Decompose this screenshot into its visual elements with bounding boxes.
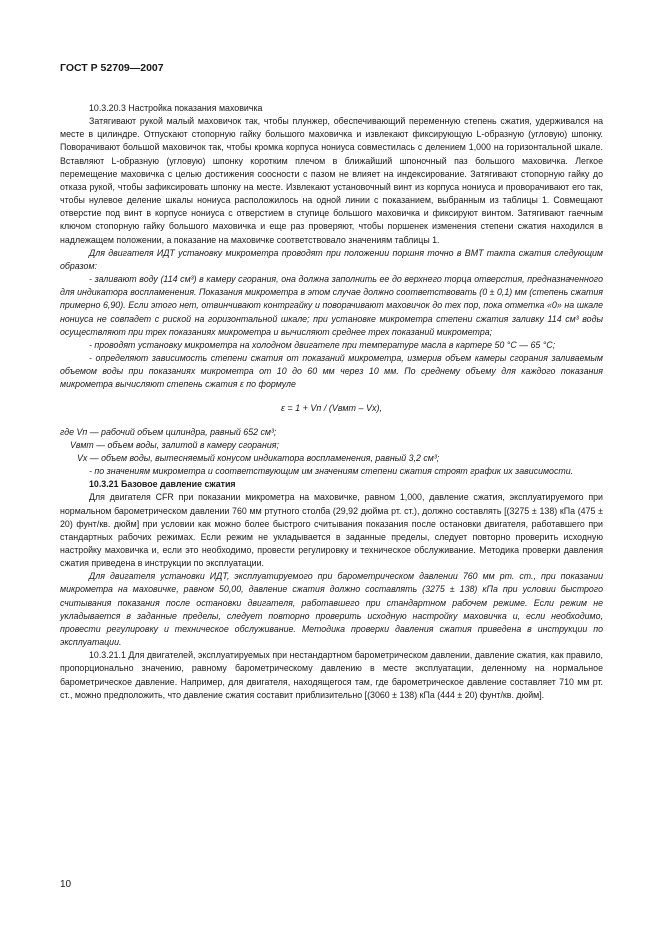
document-page [60,62,603,702]
paragraph: Затягивают рукой малый маховичок так, чтобы плунжер, обеспечивающий переменную степень сжатия, удерживался на месте в цилиндре. Отпускают стопорную гайку большого маховичка и извлекают фиксирующую L-образную (угловую) шпонку. Поворачивают большой маховичок так, чтобы кромка корпуса нониуса совместилась с делением 1,000 на горизонтальной шкале. Вставляют L-образную (угловую) шпонку коротким плечом в ближайший шпоночный паз большого маховичка. Легкое перемещение маховичка с целью достижения соосности с пазом не влияет на индексирование. Затягивают стопорную гайку до отказа рукой, чтобы зафиксировать шпонку на месте. Извлекают установочный винт из корпуса нониуса и проворачивают его так, чтобы нулевое деление шкалы нониуса расположилось на одной линии с показанием, выбранным из таблицы 1. Совмещают отверстие под винт в корпусе нониуса с отверстием в ступице большого маховичка и фиксируют винтом. Затягивают гаечным ключом стопорную гайку большого маховичка и еще раз проверяют, чтобы поршенек изменения степени сжатия находился в надлежащем положении, а показание на маховичке соответствовало значениям таблицы 1. [60,116,603,245]
standard-code-header: ГОСТ Р 52709—2007 [60,62,164,74]
list-item: - заливают воду (114 см³) в камеру сгорания, она должна заполнить ее до верхнего торца отверстия, предназначенного для индикатора воспламенения. Показания микрометра в этом случае должно соответствовать (0 ± 0,1) мм (степень сжатия примерно 6,90). Если этого нет, отвинчивают контргайку и поворачивают маховичок до тех пор, пока отметка «0» на шкале нониуса не совпадет с риской на горизонтальной шкале; при установке микрометра степени сжатия заливку 114 см³ воды осуществляют при трех показаниях микрометра и вычисляют среднее трех показаний микрометра; [60,274,603,337]
legend-item: где Vп — рабочий объем цилиндра, равный 652 см³; [60,426,277,437]
section-heading: 10.3.20.3 Настройка показания маховичка [89,103,263,113]
legend-item: Vвмт — объем воды, залитой в камеру сгорания; [70,439,279,450]
paragraph: Для двигателя установки ИДТ, эксплуатируемого при барометрическом давлении 760 мм рт. ст., при показании микрометра на маховичке, равном 50,00, давление сжатия должно составлять (3275 ± 138) кПа при условии быстрого считывания показания после остановки двигателя, работавшего при стандартном рабочем режиме. Если режим не укладывается в заданные пределы, следует повторно проверить исходную настройку маховичка и, если необходимо, провести регулировку и техническое обслуживание. Методика проверки давления сжатия приведена в инструкции по эксплуатации. [60,571,603,648]
formula-legend [60,426,603,465]
legend-item: Vx — объем воды, вытесняемый конусом индикатора воспламенения, равный 3,2 см³; [77,452,440,463]
paragraph: Для двигателя ИДТ установку микрометра проводят при положении поршня точно в ВМТ такта сжатия следующим образом: [60,247,603,271]
document-body [60,102,603,702]
list-item: - проводят установку микрометра на холодном двигателе при температуре масла в картере 50 °С — 65 °С; [89,339,556,350]
list-item: - по значениям микрометра и соответствующим им значениям степени сжатия строят график их зависимости. [89,466,574,477]
paragraph: 10.3.21.1 Для двигателей, эксплуатируемых при нестандартном барометрическом давлении, давление сжатия, как правило, пропорционально значению, равному барометрическому давлению в месте эксплуатации, деленному на нормальное барометрическое давление. Например, для двигателя, находящегося там, где барометрическое давление составляет 710 мм рт. ст., можно предположить, что давление сжатия составит приблизительно [(3060 ± 138) кПа (444 ± 20) фунт/кв. дюйм]. [60,650,603,700]
section-heading: 10.3.21 Базовое давление сжатия [89,479,236,490]
paragraph: Для двигателя CFR при показании микрометра на маховичке, равном 1,000, давление сжатия, эксплуатируемого при нормальном барометрическом давлении 760 мм ртутного столба (29,92 дюйма рт. ст.), должно составлять [(3275 ± 138) кПа (475 ± 20) фунт/кв. дюйм] при условии как можно более быстрого считывания показания после остановки двигателя, работавшего при стандартных рабочих режимах. Если режим не укладывается в заданные пределы, следует повторно проверить исходную настройку маховичка и, если это необходимо, провести регулировку и техническое обслуживание. Методика проверки давления сжатия приведена в инструкции по эксплуатации. [60,492,603,569]
list-item: - определяют зависимость степени сжатия от показаний микрометра, измерив объем камеры сгорания заливаемым объемом воды при показаниях микрометра от 10 до 60 мм через 10 мм. По среднему объему для каждого показания микрометра вычисляют степень сжатия ε по формуле [60,352,603,390]
page-number: 10 [60,879,72,890]
compression-ratio-formula: ε = 1 + Vп / (Vвмт – Vx), [280,403,383,414]
